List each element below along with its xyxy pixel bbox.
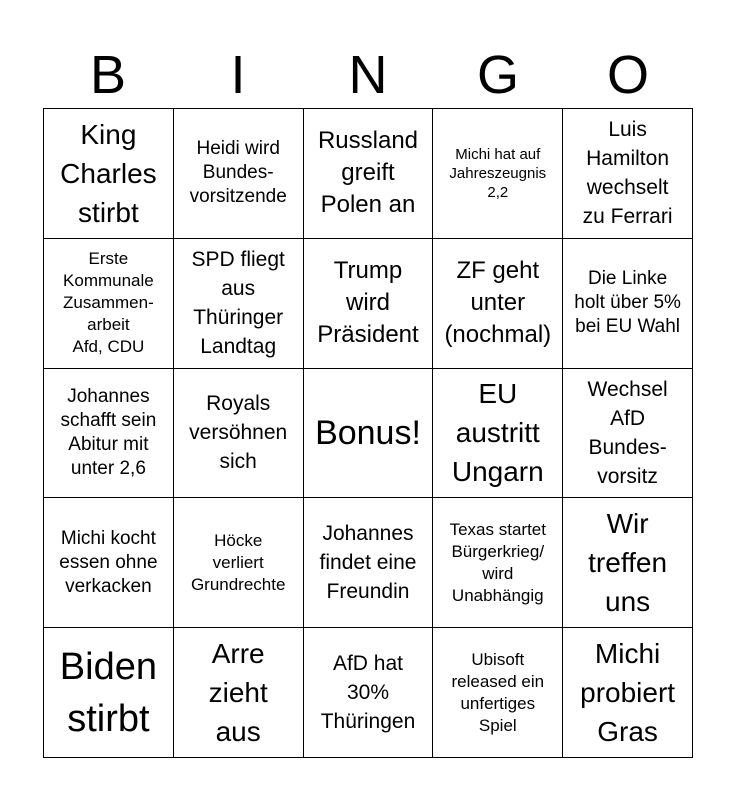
bingo-cell: SPD fliegt aus Thüringer Landtag [174, 239, 304, 369]
bingo-cell: Die Linke holt über 5% bei EU Wahl [563, 239, 693, 369]
bingo-cell: Johannes schafft sein Abitur mit unter 2,6 [44, 369, 174, 499]
bingo-cell: Texas startet Bürgerkrieg/ wird Unabhängig [433, 498, 563, 628]
bingo-cell: Luis Hamilton wechselt zu Ferrari [563, 109, 693, 239]
bingo-cell: AfD hat 30% Thüringen [304, 628, 434, 758]
bingo-cell: Höcke verliert Grundrechte [174, 498, 304, 628]
bingo-cell: Erste Kommunale Zusammen- arbeit Afd, CDU [44, 239, 174, 369]
bingo-cell: Ubisoft released ein unfertiges Spiel [433, 628, 563, 758]
bingo-cell: Bonus! [304, 369, 434, 499]
bingo-cell: Arre zieht aus [174, 628, 304, 758]
bingo-cell: Royals versöhnen sich [174, 369, 304, 499]
header-letter-i: I [230, 45, 246, 105]
bingo-cell: Johannes findet eine Freundin [304, 498, 434, 628]
bingo-cell: Michi kocht essen ohne verkacken [44, 498, 174, 628]
header-letter-o: O [606, 45, 649, 105]
bingo-cell: King Charles stirbt [44, 109, 174, 239]
bingo-cell: ZF geht unter (nochmal) [433, 239, 563, 369]
bingo-cell: Russland greift Polen an [304, 109, 434, 239]
header-letter-g: G [476, 45, 519, 105]
bingo-cell: Wechsel AfD Bundes- vorsitz [563, 369, 693, 499]
bingo-cell: Michi probiert Gras [563, 628, 693, 758]
bingo-cell: Wir treffen uns [563, 498, 693, 628]
bingo-cell: Biden stirbt [44, 628, 174, 758]
header-letter-n: N [348, 45, 388, 105]
bingo-grid [43, 108, 693, 758]
bingo-header [43, 42, 693, 108]
bingo-cell: Michi hat auf Jahreszeugnis 2,2 [433, 109, 563, 239]
bingo-cell: Heidi wird Bundes- vorsitzende [174, 109, 304, 239]
bingo-cell: Trump wird Präsident [304, 239, 434, 369]
header-letter-b: B [89, 45, 127, 105]
bingo-cell: EU austritt Ungarn [433, 369, 563, 499]
